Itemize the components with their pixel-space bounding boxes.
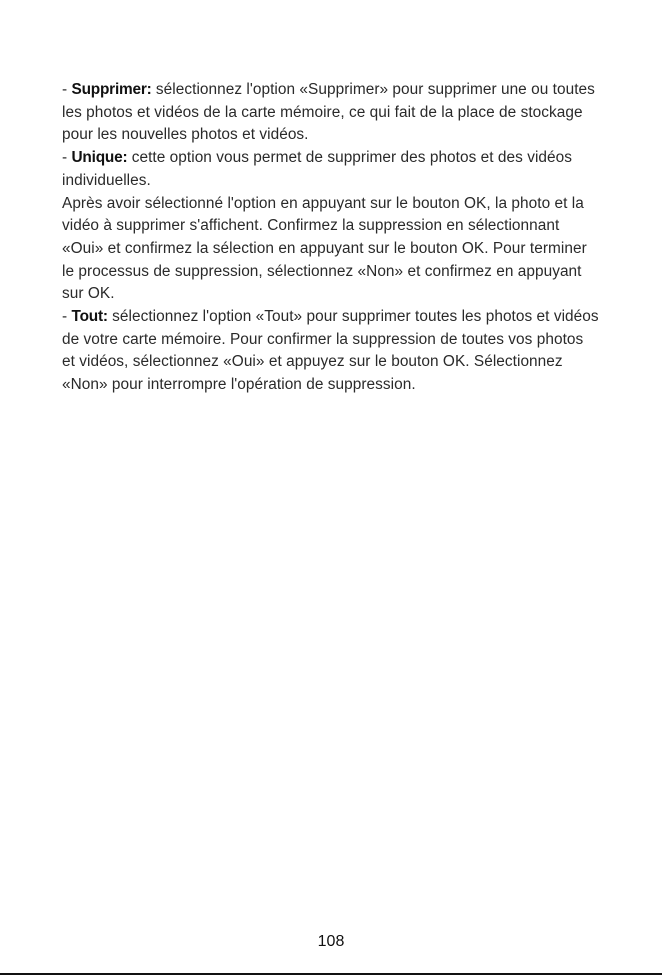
unique-line-5: «Oui» et confirmez la sélection en appuyant sur le bouton OK. Pour terminer (62, 239, 587, 257)
unique-text-1: cette option vous permet de supprimer des photos et des vidéos (127, 149, 573, 167)
term-supprimer: Supprimer: (71, 81, 152, 98)
unique-line-6: le processus de suppression, sélectionnez «Non» et confirmez en appuyant (62, 262, 582, 280)
tout-line-2: de votre carte mémoire. Pour confirmer la suppression de toutes vos photos (62, 330, 584, 348)
supprimer-line-2: les photos et vidéos de la carte mémoire, ce qui fait de la place de stockage (62, 103, 583, 121)
unique-line-2: individuelles. (62, 171, 151, 189)
bottom-divider (0, 973, 662, 975)
supprimer-line-1 (62, 79, 622, 102)
page-number: 108 (317, 933, 345, 950)
unique-line-1 (62, 147, 622, 170)
tout-line-3: et vidéos, sélectionnez «Oui» et appuyez sur le bouton OK. Sélectionnez (62, 353, 563, 371)
tout-line-4: «Non» pour interrompre l'opération de suppression. (62, 376, 416, 394)
page-body (62, 79, 622, 397)
term-unique: Unique: (71, 149, 128, 167)
supprimer-line-3: pour les nouvelles photos et vidéos. (62, 126, 309, 144)
unique-line-4: vidéo à supprimer s'affichent. Confirmez la suppression en sélectionnant (62, 217, 560, 235)
bullet-dash: - (62, 81, 72, 98)
tout-text-1: sélectionnez l'option «Tout» pour supprimer toutes les photos et vidéos (107, 308, 599, 326)
bullet-dash: - (62, 149, 72, 167)
tout-line-1 (62, 306, 622, 329)
term-tout: Tout: (71, 308, 108, 326)
bullet-dash: - (62, 308, 72, 326)
supprimer-text-1: sélectionnez l'option «Supprimer» pour supprimer une ou toutes (151, 81, 595, 98)
unique-line-3: Après avoir sélectionné l'option en appuyant sur le bouton OK, la photo et la (62, 194, 584, 212)
unique-line-7: sur OK. (62, 285, 115, 303)
